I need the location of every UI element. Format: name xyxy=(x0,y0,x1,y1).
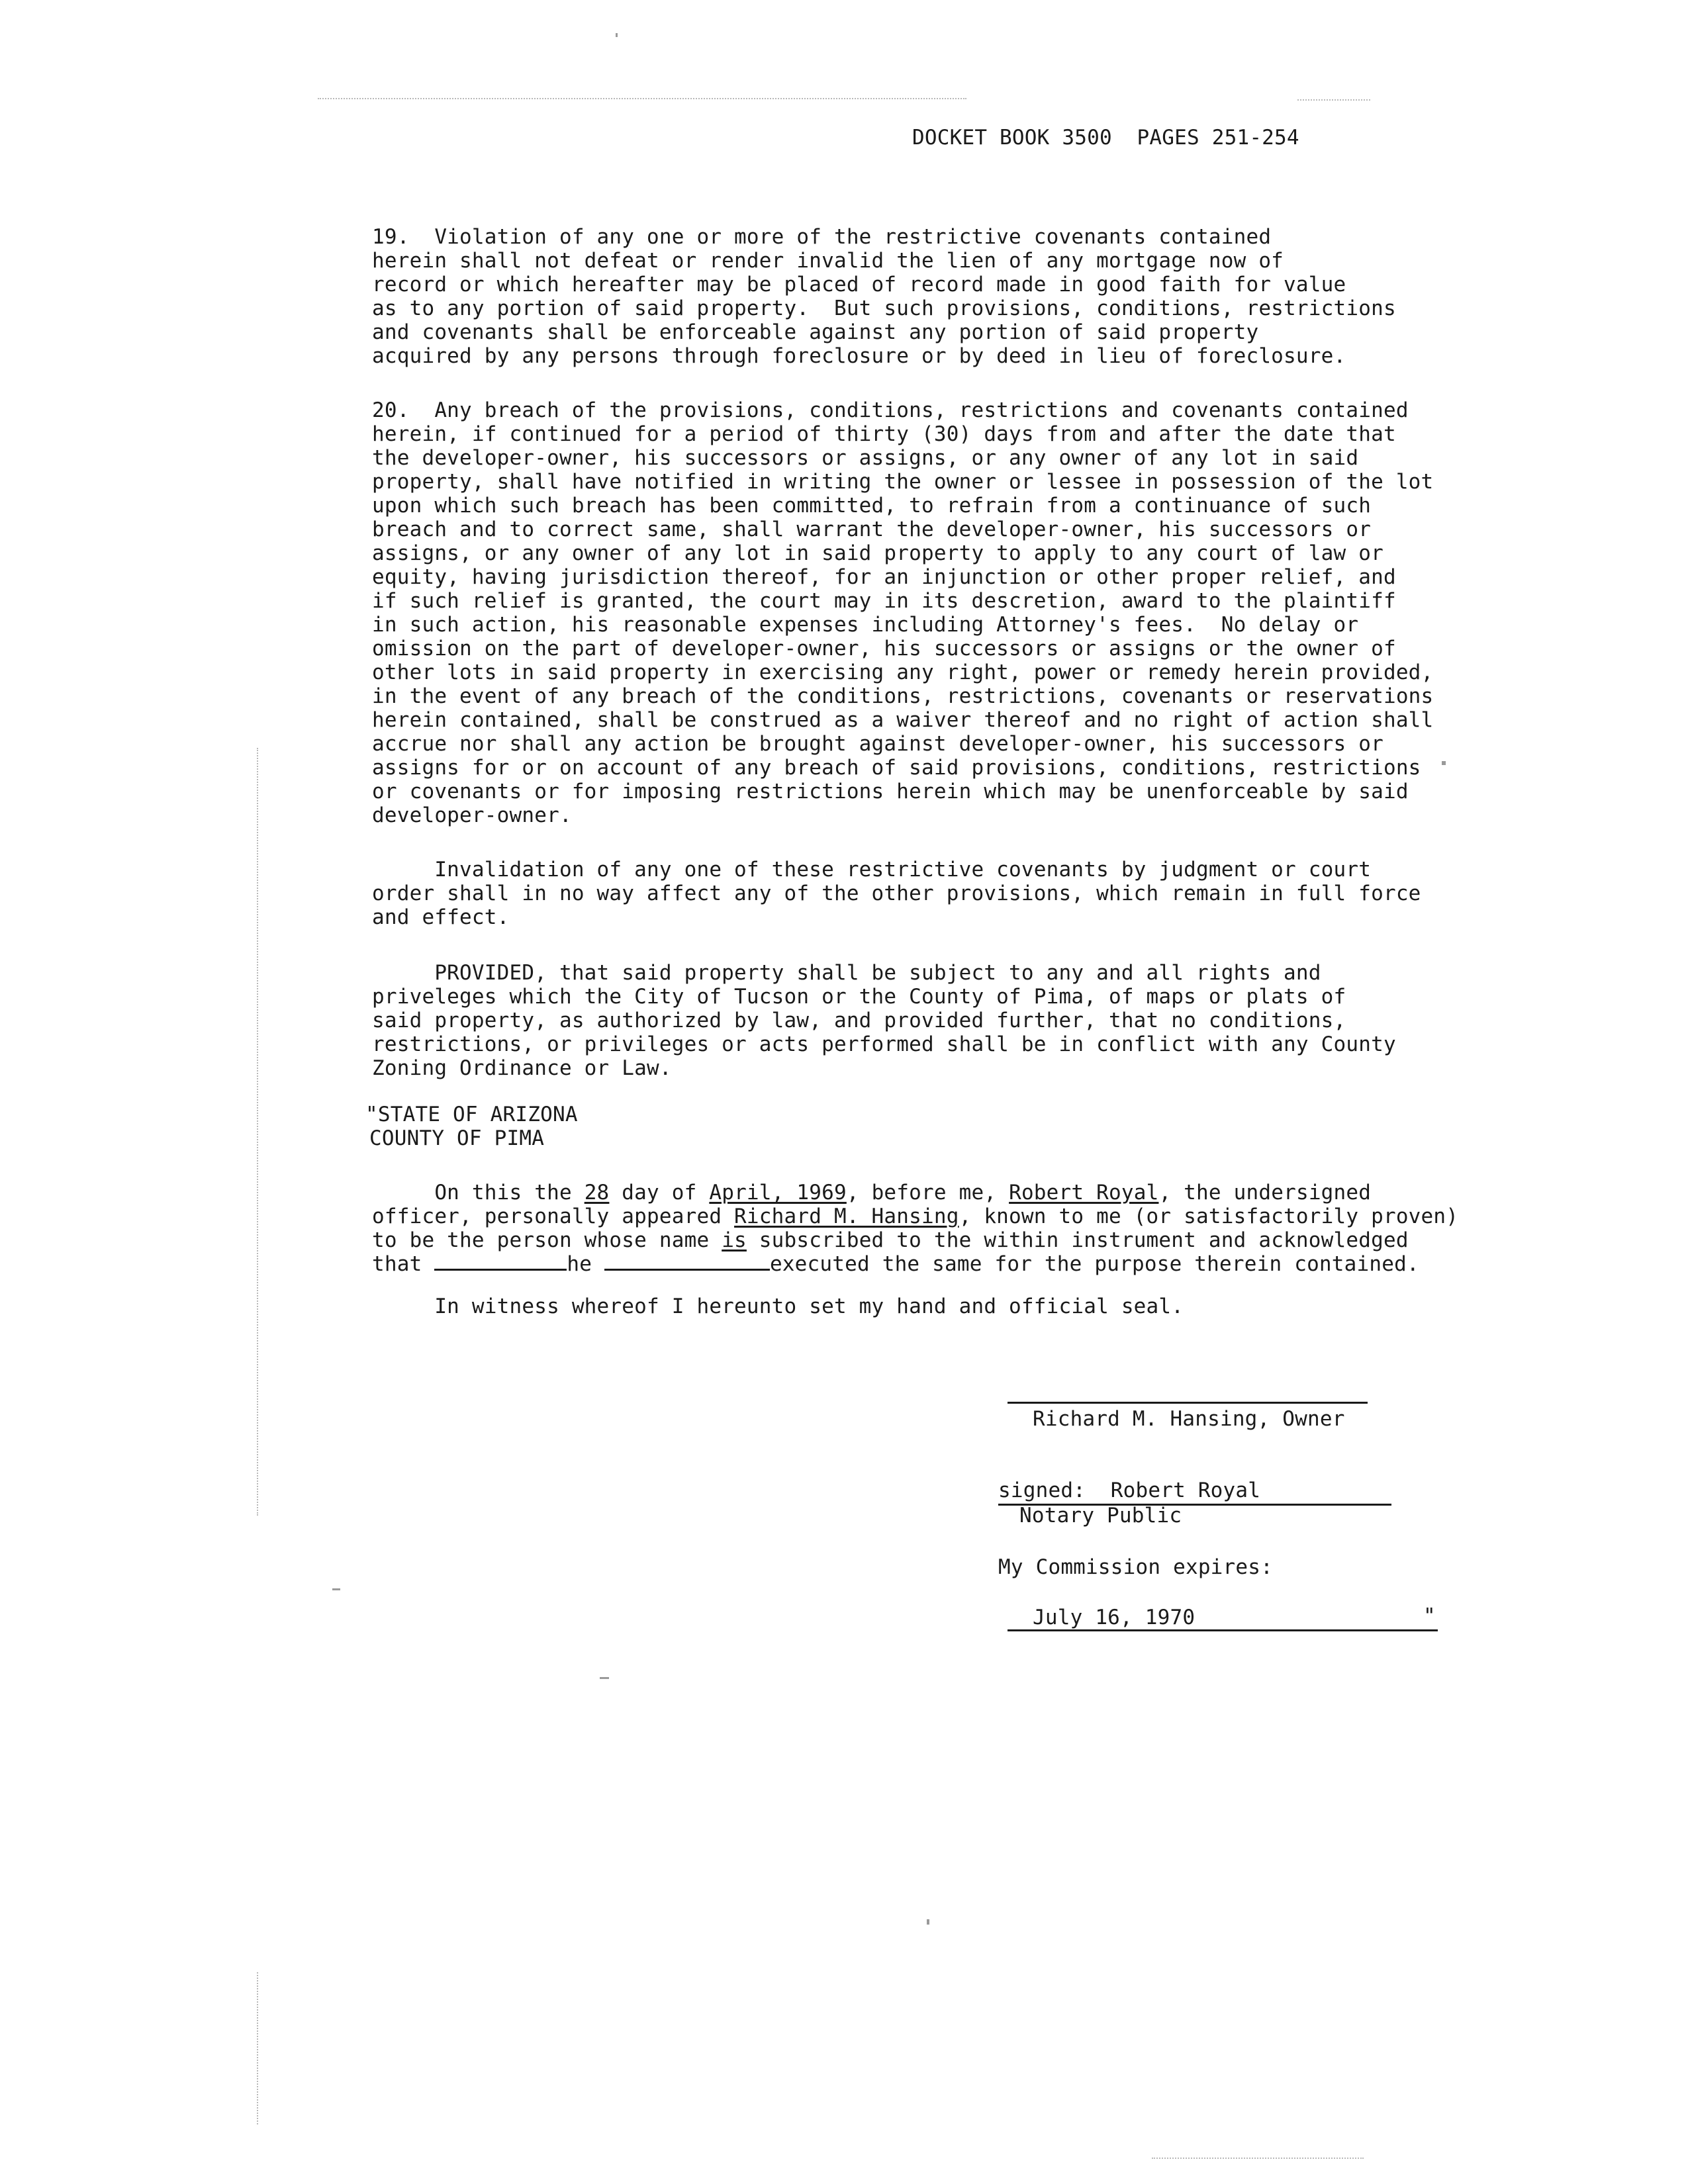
scan-speck xyxy=(600,1677,609,1679)
ack-text: that xyxy=(372,1252,435,1276)
para20-line: other lots in said property in exercising any right, power or remedy herein provided, xyxy=(372,660,1434,684)
para20-line: assigns for or on account of any breach of said provisions, conditions, restrictions xyxy=(372,756,1421,780)
blank-field xyxy=(604,1253,770,1271)
docket-reference: DOCKET BOOK 3500 PAGES 251-254 xyxy=(912,126,1299,150)
ack-notary-name: Robert Royal xyxy=(1009,1181,1159,1205)
para20-line: upon which such breach has been committed, to refrain from a continuance of such xyxy=(372,494,1372,518)
para20-line: if such relief is granted, the court may in its descretion, award to the plaintiff xyxy=(372,589,1396,613)
ack-text: , the undersigned xyxy=(1158,1181,1372,1205)
owner-signature-line xyxy=(1008,1402,1368,1404)
para20-line: herein contained, shall be construed as a waiver thereof and no right of action shall xyxy=(372,708,1434,732)
ack-month-year: April, 1969 xyxy=(709,1181,847,1205)
scan-speck xyxy=(616,33,618,37)
para20-line: herein, if continued for a period of thirty (30) days from and after the date that xyxy=(372,422,1396,446)
para19-line: record or which hereafter may be placed of record made in good faith for value xyxy=(372,273,1346,296)
ack-person: Richard M. Hansing xyxy=(734,1205,959,1228)
para20-line: 20. Any breach of the provisions, conditions, restrictions and covenants contained xyxy=(372,398,1409,422)
owner-caption: Richard M. Hansing, Owner xyxy=(1033,1407,1345,1431)
para19-line: and covenants shall be enforceable against any portion of said property xyxy=(372,320,1259,344)
ack-text: day of xyxy=(609,1181,710,1205)
para20-line: or covenants or for imposing restrictions herein which may be unenforceable by said xyxy=(372,780,1409,803)
ack-is-word: is xyxy=(722,1228,747,1252)
ack-line-4 xyxy=(372,1252,1419,1276)
ack-day: 28 xyxy=(584,1181,610,1205)
para20-line: breach and to correct same, shall warrant the developer-owner, his successors or xyxy=(372,518,1372,541)
para19-line: acquired by any persons through foreclosure or by deed in lieu of foreclosure. xyxy=(372,344,1346,368)
provided-line: said property, as authorized by law, and provided further, that no conditions, xyxy=(372,1009,1346,1032)
ack-text: , before me, xyxy=(846,1181,1009,1205)
commission-date-line xyxy=(1008,1629,1438,1631)
closing-quote: " xyxy=(1423,1604,1436,1628)
commission-date: July 16, 1970 xyxy=(1033,1606,1196,1629)
invalidation-line: Invalidation of any one of these restrictive covenants by judgment or court xyxy=(372,858,1372,882)
scan-artifact-top-right xyxy=(1297,99,1370,102)
blank-field xyxy=(434,1253,567,1271)
venue-county: COUNTY OF PIMA xyxy=(369,1126,545,1150)
ack-text: , known to me (or satisfactorily proven) xyxy=(959,1205,1459,1228)
provided-line: restrictions, or privileges or acts performed shall be in conflict with any County xyxy=(372,1032,1396,1056)
para20-line: equity, having jurisdiction thereof, for an injunction or other proper relief, and xyxy=(372,565,1396,589)
scan-artifact-left-margin xyxy=(257,748,259,1516)
para20-line: accrue nor shall any action be brought against developer-owner, his successors or xyxy=(372,732,1383,756)
witness-statement: In witness whereof I hereunto set my hand and official seal. xyxy=(372,1295,1184,1318)
para20-line: developer-owner. xyxy=(372,803,572,827)
ack-text: executed the same for the purpose therein contained. xyxy=(769,1252,1419,1276)
notary-caption: Notary Public xyxy=(1019,1504,1182,1527)
para19-line: herein shall not defeat or render invalid the lien of any mortgage now of xyxy=(372,249,1284,273)
invalidation-line: order shall in no way affect any of the other provisions, which remain in full force xyxy=(372,882,1421,905)
scan-artifact-bottom xyxy=(1152,2158,1364,2160)
ack-line-3 xyxy=(372,1228,1409,1252)
ack-text: to be the person whose name xyxy=(372,1228,722,1252)
ack-text: officer, personally appeared xyxy=(372,1205,735,1228)
provided-line: Zoning Ordinance or Law. xyxy=(372,1056,672,1080)
para20-line: omission on the part of developer-owner, his successors or assigns or the owner of xyxy=(372,637,1396,660)
scan-speck xyxy=(1442,761,1446,765)
scan-speck xyxy=(927,1919,929,1925)
commission-label: My Commission expires: xyxy=(998,1555,1273,1579)
para20-line: assigns, or any owner of any lot in said property to apply to any court of law or xyxy=(372,541,1383,565)
para20-line: in such action, his reasonable expenses including Attorney's fees. No delay or xyxy=(372,613,1359,637)
ack-line-2 xyxy=(372,1205,1458,1228)
scan-artifact-left-margin-lower xyxy=(257,1972,259,2124)
ack-he-word: he xyxy=(567,1252,592,1276)
para20-line: in the event of any breach of the conditions, restrictions, covenants or reservations xyxy=(372,684,1434,708)
notary-signed-label: signed: Robert Royal xyxy=(998,1479,1261,1502)
provided-line: PROVIDED, that said property shall be subject to any and all rights and xyxy=(372,961,1321,985)
provided-line: priveleges which the City of Tucson or the County of Pima, of maps or plats of xyxy=(372,985,1346,1009)
scan-artifact-top xyxy=(318,98,966,101)
scan-speck xyxy=(332,1588,340,1590)
para19-line: 19. Violation of any one or more of the restrictive covenants contained xyxy=(372,225,1272,249)
para20-line: property, shall have notified in writing the owner or lessee in possession of the lot xyxy=(372,470,1434,494)
ack-line-1 xyxy=(372,1181,1371,1205)
ack-text: subscribed to the within instrument and acknowledged xyxy=(746,1228,1409,1252)
ack-text: On this the xyxy=(372,1181,585,1205)
para19-line: as to any portion of said property. But such provisions, conditions, restrictions xyxy=(372,296,1396,320)
invalidation-line: and effect. xyxy=(372,905,510,929)
venue-state: "STATE OF ARIZONA xyxy=(365,1103,578,1126)
para20-line: the developer-owner, his successors or assigns, or any owner of any lot in said xyxy=(372,446,1359,470)
